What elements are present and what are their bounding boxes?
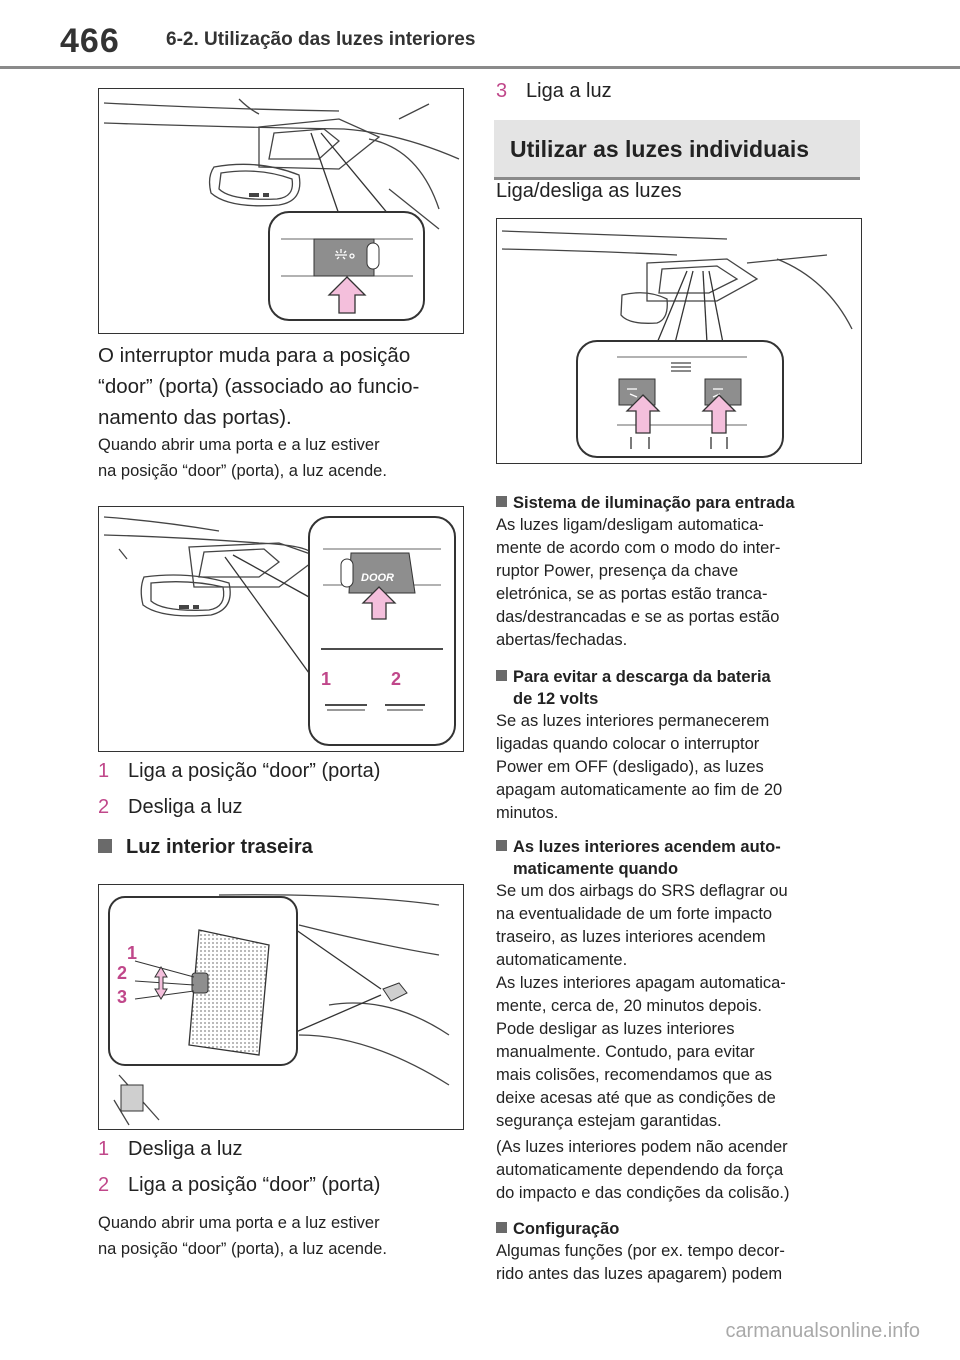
step-3: 3 Liga a luz [496, 80, 612, 102]
header-rule [0, 66, 960, 69]
paragraph-door-note: Quando abrir uma porta e a luz estiver na posição “door” (porta), a luz acende. [98, 436, 387, 480]
figure-door-switch [98, 506, 464, 752]
square-bullet-icon [496, 840, 507, 851]
label-2: 2 [117, 963, 128, 983]
label-1: 1 [127, 943, 138, 963]
step-item: 1 Desliga a luz [98, 1138, 243, 1160]
section-title: 6-2. Utilização das luzes interiores [166, 29, 476, 50]
bullet-title: Sistema de iluminação para entrada [496, 492, 866, 514]
step-list-b [98, 1138, 468, 1210]
subheading-rear-light: Luz interior traseira [98, 836, 313, 859]
bullet-battery-saver: Para evitar a descarga da bateria de 12 volts Se as luzes interiores permanecerem ligadas quando colocar o interruptor Power em OFF (desligado), as luzes apagam automaticamente ao fim de 20 minutos. [496, 666, 866, 825]
paragraph-door-note-2: Quando abrir uma porta e a luz estiver na posição “door” (porta), a luz acende. [98, 1214, 387, 1258]
watermark: carmanualsonline.info [725, 1320, 920, 1342]
bullet-title: Para evitar a descarga da bateria [496, 666, 866, 688]
page-number: 466 [60, 22, 120, 60]
bullet-auto-on: As luzes interiores acendem auto- maticamente quando Se um dos airbags do SRS deflagrar ou na eventualidade de um forte impacto traseiro, as luzes interiores acendem automaticamente. As luzes interiores apagam automatica- mente, cerca de, 20 minutos depois. Pode desligar as luzes interiores manualmente. Contudo, para evitar mais colisões, recomendamos que as deixe acesas até que as condições de segurança estejam garantidas. (As luzes interiores podem não acender automaticamente dependendo da força do impacto e das condições da colisão.) [496, 836, 866, 1205]
bullet-configuration: Configuração Algumas funções (por ex. tempo decor- rido antes das luzes apagarem) podem [496, 1218, 866, 1286]
figure-individual-lights [496, 218, 862, 464]
step-list-a [98, 760, 468, 832]
paragraph-switch-door: O interruptor muda para a posição “door” (porta) (associado ao funcio- namento das portas). [98, 344, 420, 429]
label-1: 1 [321, 669, 332, 689]
square-bullet-icon [496, 496, 507, 507]
bullet-title: Configuração [496, 1218, 866, 1240]
figure-front-light-switch [98, 88, 464, 334]
label-2: 2 [391, 669, 402, 689]
square-bullet-icon [98, 839, 112, 853]
door-label: DOOR [361, 572, 394, 584]
step-item: 2 Desliga a luz [98, 796, 243, 818]
step-item: 1 Liga a posição “door” (porta) [98, 760, 381, 782]
intro-text: Liga/desliga as luzes [496, 180, 682, 202]
step-item: 2 Liga a posição “door” (porta) [98, 1174, 381, 1196]
square-bullet-icon [496, 670, 507, 681]
square-bullet-icon [496, 1222, 507, 1233]
bullet-title: As luzes interiores acendem auto- [496, 836, 866, 858]
bullet-entry-lighting: Sistema de iluminação para entrada As luzes ligam/desligam automatica- mente de acordo com o modo do inter- ruptor Power, presença da chave eletrónica, se as portas estão tranca- das/destrancadas e se as portas estão abertas/fechadas. [496, 492, 866, 652]
label-3: 3 [117, 987, 128, 1007]
figure-rear-light [98, 884, 464, 1130]
section-heading-individual-lights: Utilizar as luzes individuais [494, 120, 860, 180]
